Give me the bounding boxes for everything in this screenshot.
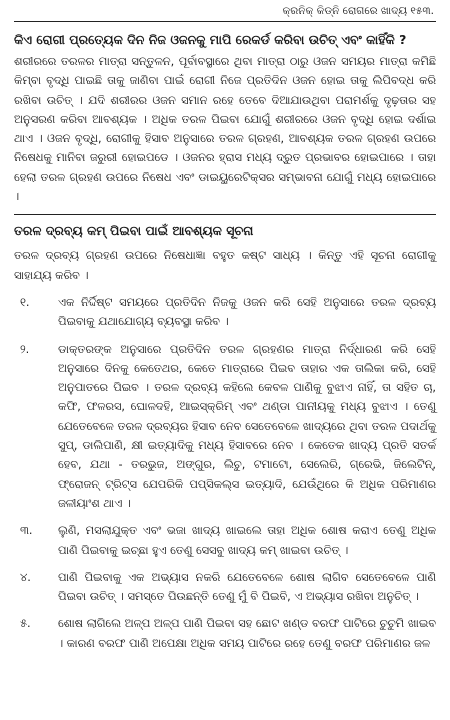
item-number: ୫.: [20, 617, 31, 631]
item-text: ଲୁଣି, ମସଲାଯୁକ୍ତ ଏବଂ ଭଜା ଖାଦ୍ୟ ଖାଇଲେ ତାହା ଅଧିକ ଶୋଷ କରାଏ ତେଣୁ ଅଧିକ ପାଣି ପିଇବାକୁ ଇଚ୍ଛା ହୁଏ ତେଣୁ ସେସବୁ ଖାଦ୍ୟ କମ୍ ଖାଇବା ଉଚିତ୍ ।: [58, 524, 436, 557]
header-rule: [14, 21, 436, 22]
item-text: ଡାକ୍ତରଙ୍କ ଅନୁସାରେ ପ୍ରତିଦିନ ତରଳ ଗ୍ରହଣର ମାତ୍ରା ନିର୍ଦ୍ଧାରଣ କରି ସେହି ଅନୁସାରେ ଦିନକୁ କେତେଥର, କେତେ ମାତ୍ରାରେ ପିଇବ ତାହାର ଏକ ତାଲିକା କରି, ସେହି ଅନୁପାତରେ ପିଇବ । ତରଳ ଦ୍ରବ୍ୟ କହିଲେ କେବଳ ପାଣିକୁ ବୁଝାଏ ନାହିଁ, ତା ସହିତ ଚା, କଫି, ଫଳରସ, ଘୋଳଦହି, ଆଇସ୍‌କ୍ରିମ୍ ଏବଂ ଥଣ୍ଡା ପାନୀୟକୁ ମଧ୍ୟ ବୁଝାଏ । ତେଣୁ ଯେତେବେଳେ ତରଳ ଦ୍ରବ୍ୟର ହିସାବ ନେବ ସେତେବେଳେ ଖାଦ୍ୟରେ ଥିବା ତରଳ ପଦାର୍ଥକୁ ସୁପ୍, ଡାଲିପାଣି, କ୍ଷୀ ଇତ୍ୟାଦିକୁ ମଧ୍ୟ ହିସାବରେ ନେବ । କେତେକ ଖାଦ୍ୟ ପ୍ରତି ସତର୍କ ହେବ, ଯଥା - ତରଭୁଜ, ଅଙ୍ଗୁର, ଲିଚୁ, ଟମାଟୋ, ସେଲେରି, ଗ୍ରେଭି, ଜିଲେଟିନ୍, ଫ୍ରୋଜନ୍ ଟ୍ରିଟ୍ସ ଯେପରିକି ପପ୍‌ସିକଲ୍ସ ଇତ୍ୟାଦି, ଯେଉଁଥିରେ କି ଅଧିକ ପରିମାଣର ଜଳୀୟାଂଶ ଥାଏ ।: [58, 342, 436, 510]
item-text: ଶୋଷ ଲାଗିଲେ ଅଳ୍ପ ଅଳ୍ପ ପାଣି ପିଇବା ସହ ଛୋଟ ଖଣ୍ଡ ବରଫ ପାଟିରେ ଚୁଚୁମି ଖାଇବ । କାରଣ ବରଫ ପାଣି ଅପେକ୍ଷା ଅଧିକ ସମୟ ପାଟିରେ ରହେ ତେଣୁ ବରଫ ପରିମାଣର ଜଳ: [58, 617, 436, 650]
item-text: ପାଣି ପିଇବାକୁ ଏକ ଅଭ୍ୟାସ ନକରି ଯେତେବେଳେ ଶୋଷ ଲାଗିବ ସେତେବେଳେ ପାଣି ପିଇବା ଉଚିତ୍ । ସମସ୍ତେ ପିଉଛନ୍ତି ତେଣୁ ମୁଁ ବି ପିଇବି, ଏ ଅଭ୍ୟାସ ରଖିବା ଅନୁଚିତ୍ ।: [58, 570, 436, 604]
question-heading: କିଏ ରୋଗୀ ପ୍ରତ୍ୟେକ ଦିନ ନିଜ ଓଜନକୁ ମାପି ରେକର୍ଡ କରିବା ଉଚିତ୍ ଏବଂ କାହିଁକି ?: [14, 32, 407, 47]
list-item: [14, 521, 436, 560]
item-number: ୨.: [20, 342, 30, 356]
item-number: ୩.: [20, 524, 33, 538]
item-text: ଏକ ନିର୍ଦ୍ଦିଷ୍ଟ ସମୟରେ ପ୍ରତିଦିନ ନିଜକୁ ଓଜନ କରି ସେହି ଅନୁସାରେ ତରଳ ଦ୍ରବ୍ୟ ପିଇବାକୁ ଯଥାଯୋଗ୍ୟ ବ୍ୟବସ୍ଥା କରିବ ।: [58, 295, 436, 329]
weight-paragraph: ଶରୀରରେ ତରଳର ମାତ୍ରା ସନ୍ତୁଳନ, ପୂର୍ବାବସ୍ଥାରେ ଥିବା ମାତ୍ରା ଠାରୁ ଓଜନ ସମୟର ମାତ୍ରା କମିଛି କିମ୍ବା ବୃଦ୍ଧି ପାଇଛି ତାକୁ ଜାଣିବା ପାଇଁ ରୋଗୀ ନିଜେ ପ୍ରତିଦିନ ଓଜନ ହୋଇ ତାକୁ ଲିପିବଦ୍ଧ କରି ରଖିବା ଉଚିତ୍ । ଯଦି ଶରୀରର ଓଜନ ସମାନ ରହେ ତେବେ ଦିଆଯାଉଥିବା ପରାମର୍ଶକୁ ଦୃଢ଼ତାର ସହ ଅନୁସରଣ କରିବା ଆବଶ୍ୟକ । ଅଧିକ ତରଳ ପିଇବା ଯୋଗୁଁ ଶରୀରରେ ଓଜନ ବୃଦ୍ଧି ହୋଇ ଦର୍ଶାଇ ଥାଏ । ଓଜନ ବୃଦ୍ଧି, ରୋଗୀକୁ ହିସାବ ଅନୁସାରେ ତରଳ ଗ୍ରହଣ, ଆବଶ୍ୟକ ତରଳ ଗ୍ରହଣ ଉପରେ ନିଷେଧକୁ ମାନିବା ଜରୁରୀ ହୋଇପଡେ । ଓଜନର ହ୍ରାସ ମଧ୍ୟ ଦ୍ରୁତ ପ୍ରଭାବର ହୋଇପାରେ । ତାହା ହେଲା ତରଳ ଗ୍ରହଣ ଉପରେ ନିଷେଧ ଏବଂ ଡାଇୟୁରେଟିକ୍ସର ସମ୍ଭାବନା ଯୋଗୁଁ ମଧ୍ୟ ହୋଇପାରେ ।: [14, 55, 436, 204]
list-item: [14, 293, 436, 332]
section-rule: [14, 214, 436, 215]
section-heading: ତରଳ ଦ୍ରବ୍ୟ କମ୍ ପିଇବା ପାଇଁ ଆବଶ୍ୟକ ସୂଚନା: [14, 223, 254, 239]
list-item: [14, 568, 436, 607]
running-header: କ୍ରନିକ୍ କିଡ୍ନି ରୋଗରେ ଖାଦ୍ୟ ୧୫୩.: [282, 5, 434, 17]
intro-paragraph: ତରଳ ଦ୍ରବ୍ୟ ଗ୍ରହଣ ଉପରେ ନିଷେଧାଜ୍ଞା ବହୁତ କଷ୍ଟ ସାଧ୍ୟ । କିନ୍ତୁ ଏହି ସୂଚନା ରୋଗୀକୁ ସାହାଯ୍ୟ କରିବ ।: [14, 249, 436, 282]
list-item: [14, 340, 436, 514]
list-item: [14, 614, 436, 653]
item-number: ୧.: [20, 295, 30, 309]
item-number: ୪.: [20, 570, 31, 584]
advice-list: [14, 293, 436, 653]
